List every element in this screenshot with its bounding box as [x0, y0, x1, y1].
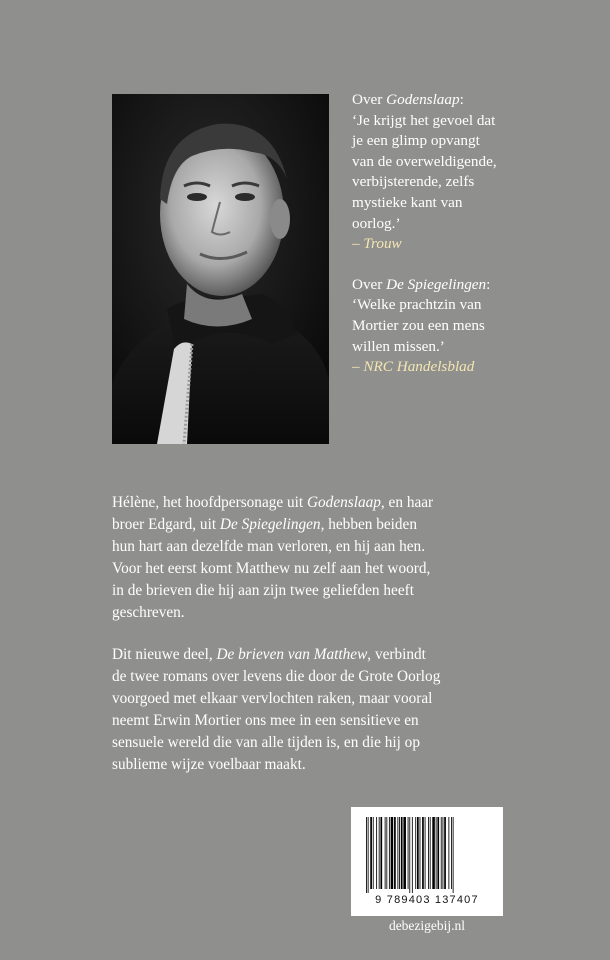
blurb-line: [112, 644, 512, 666]
blurb-paragraph-1: [112, 492, 512, 624]
barcode-bar: [391, 817, 394, 889]
barcode-bar: [389, 817, 390, 889]
author-portrait-image: [112, 94, 329, 444]
quote-book-title: De Spiegelingen: [386, 275, 487, 293]
barcode-bar: [441, 817, 442, 889]
barcode-bar: [366, 817, 367, 893]
blurb-line: neemt Erwin Mortier ons mee in een sensitieve en: [112, 712, 419, 729]
quote-source: – Trouw: [352, 235, 402, 253]
blurb-line: [112, 492, 512, 514]
blurb-book-title: De brieven van Matthew: [216, 646, 368, 663]
barcode-bar: [386, 817, 387, 889]
quote-line: mystieke kant van: [352, 193, 463, 211]
barcode-bar: [370, 817, 372, 889]
blurb-book-title: Godenslaap: [306, 494, 381, 511]
review-quotes: [352, 90, 592, 378]
blurb-line: hun hart aan dezelfde man verloren, en hij aan hen.: [112, 538, 426, 555]
barcode-bar: [444, 817, 446, 889]
barcode-bar: [403, 817, 406, 889]
blurb-text: broer Edgard, uit: [112, 516, 220, 533]
isbn-number: 9 789403 137407: [375, 894, 479, 906]
review-quote-godenslaap: [352, 90, 592, 255]
quote-heading: [352, 275, 592, 296]
barcode-bar: [451, 817, 452, 889]
barcode-bar: [417, 817, 419, 889]
quote-line: Mortier zou een mens: [352, 316, 485, 334]
isbn-barcode: [351, 807, 503, 916]
barcode-bar: [397, 817, 398, 889]
blurb-text: , verbindt: [367, 646, 426, 663]
barcode-bar: [425, 817, 426, 889]
quote-heading-suffix: :: [459, 91, 464, 108]
blurb-line: sensuele wereld die van alle tijden is, en die hij op: [112, 734, 420, 751]
book-blurb: [112, 492, 512, 776]
quote-heading-prefix: Over: [352, 91, 387, 108]
barcode-bar: [376, 817, 377, 889]
barcode-bar: [368, 817, 369, 893]
quote-line: willen missen.’: [352, 337, 445, 355]
barcode-bar: [394, 817, 396, 889]
quote-line: oorlog.’: [352, 214, 401, 232]
author-photo: [112, 94, 329, 444]
quote-book-title: Godenslaap: [386, 91, 460, 108]
barcode-bar: [432, 817, 435, 889]
blurb-text: Hélène, het hoofdpersonage uit: [112, 494, 307, 511]
blurb-line: Voor het eerst komt Matthew nu zelf aan het woord,: [112, 560, 431, 577]
quote-line: van de overweldigende,: [352, 152, 497, 170]
blurb-text: , en haar: [380, 494, 434, 511]
blurb-line: voorgoed met elkaar vervlochten raken, maar vooral: [112, 690, 433, 707]
barcode-bars: [366, 817, 488, 893]
review-quote-de-spiegelingen: [352, 275, 592, 378]
quote-line: verbijsterende, zelfs: [352, 173, 475, 191]
barcode-bar: [436, 817, 437, 889]
barcode-bar: [415, 817, 416, 889]
barcode-bar: [428, 817, 429, 889]
blurb-line: in de brieven die hij aan zijn twee geliefden heeft: [112, 582, 414, 599]
blurb-line: de twee romans over levens die door de Grote Oorlog: [112, 668, 441, 685]
barcode-bar: [380, 817, 382, 889]
barcode-bar: [437, 817, 439, 889]
quote-source: – NRC Handelsblad: [352, 358, 475, 376]
barcode-bar: [408, 817, 409, 889]
blurb-text: Dit nieuwe deel,: [112, 646, 217, 663]
quote-line: ‘Je krijgt het gevoel dat: [352, 111, 496, 129]
barcode-bar: [443, 817, 444, 889]
barcode-bar: [430, 817, 431, 889]
blurb-text: , hebben beiden: [320, 516, 417, 533]
blurb-book-title: De Spiegelingen: [219, 516, 321, 533]
barcode-bar: [448, 817, 449, 889]
quote-line: je een glimp opvangt: [352, 132, 480, 150]
barcode-bar: [409, 817, 410, 893]
barcode-bar: [379, 817, 380, 889]
blurb-line: geschreven.: [112, 604, 185, 621]
quote-heading-suffix: :: [486, 275, 491, 293]
quote-heading: [352, 90, 592, 111]
barcode-bar: [412, 817, 413, 893]
barcode-bar: [385, 817, 386, 889]
barcode-bar: [422, 817, 424, 889]
quote-line: ‘Welke prachtzin van: [352, 296, 482, 314]
barcode-bar: [399, 817, 400, 889]
quote-heading-prefix: Over: [352, 275, 387, 293]
blurb-line: [112, 514, 512, 536]
blurb-paragraph-2: [112, 644, 512, 776]
barcode-bar: [453, 817, 454, 893]
barcode-bar: [373, 817, 374, 889]
blurb-line: sublieme wijze voelbaar maakt.: [112, 756, 306, 773]
barcode-bar: [401, 817, 403, 889]
barcode-bar: [420, 817, 421, 889]
publisher-url: debezigebij.nl: [388, 918, 466, 933]
